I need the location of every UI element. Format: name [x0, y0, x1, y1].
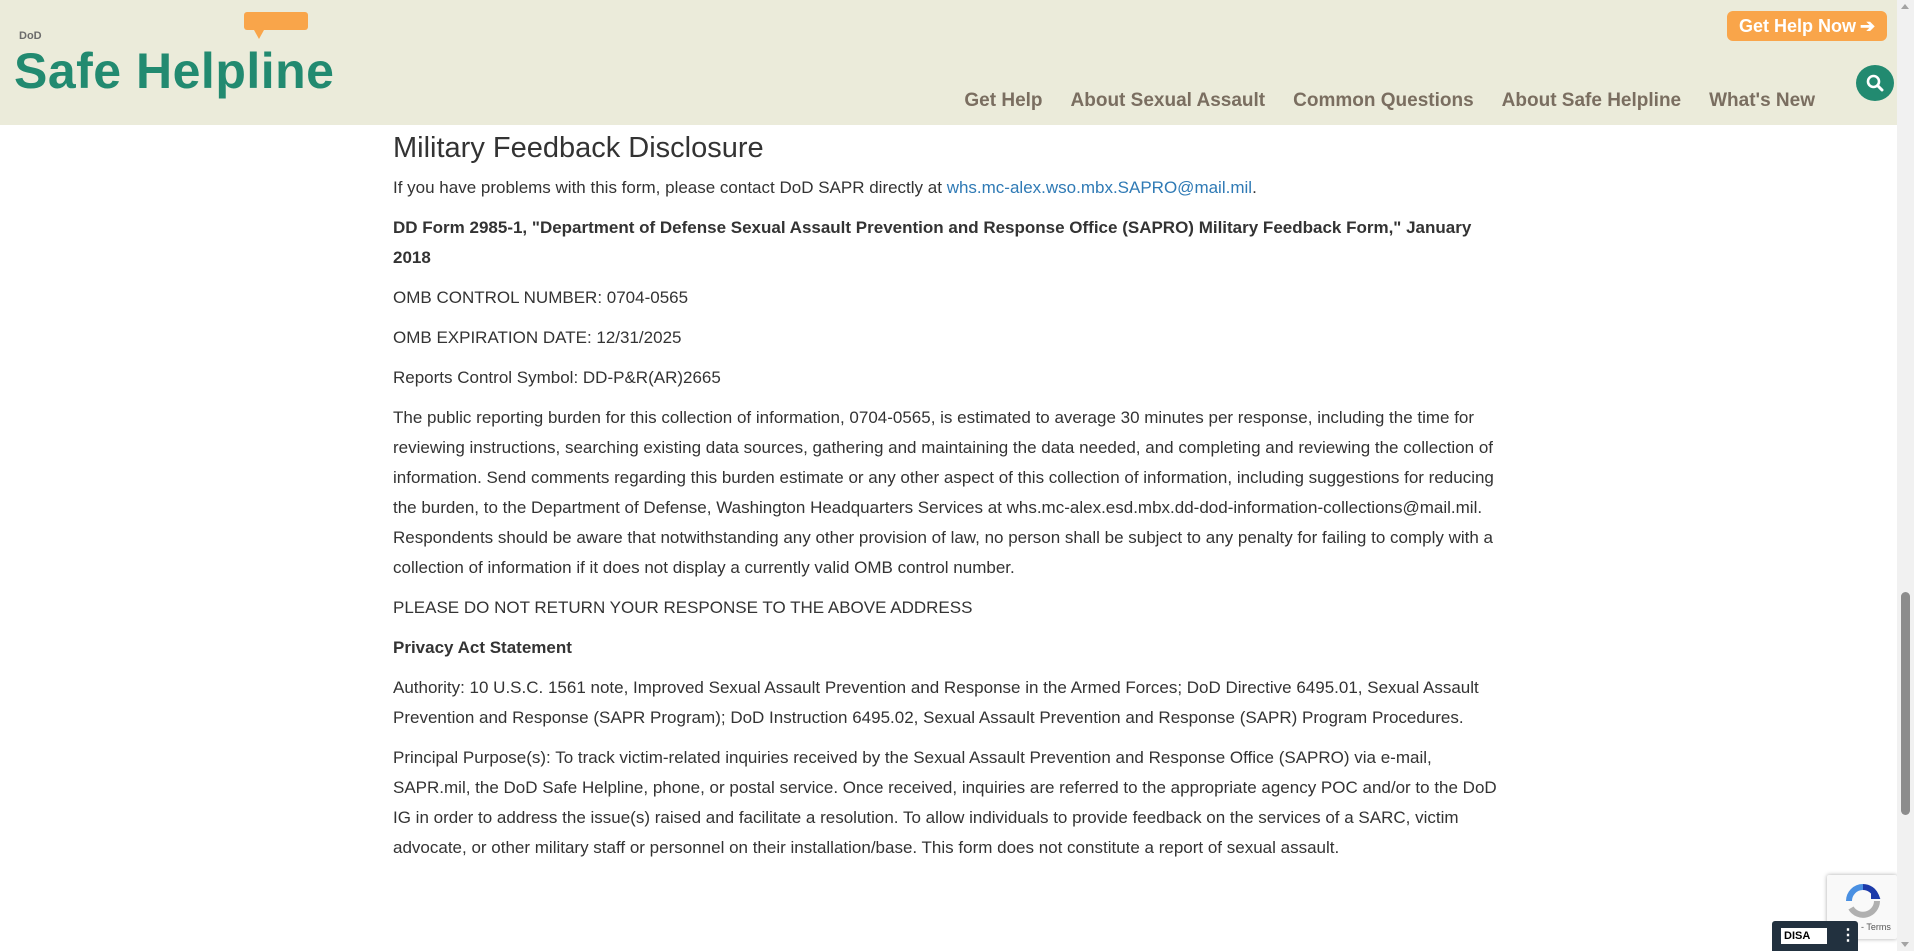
- scroll-down-icon[interactable]: [1901, 942, 1909, 947]
- scroll-up-icon[interactable]: [1901, 4, 1909, 9]
- search-icon: [1866, 74, 1884, 92]
- nav-common-questions[interactable]: Common Questions: [1293, 90, 1474, 111]
- nav-about-safe-helpline[interactable]: About Safe Helpline: [1501, 90, 1682, 111]
- privacy-heading-text: Privacy Act Statement: [393, 638, 572, 657]
- more-vertical-icon[interactable]: ⋮: [1840, 927, 1856, 944]
- do-not-return-notice: PLEASE DO NOT RETURN YOUR RESPONSE TO THE ABOVE ADDRESS: [393, 598, 973, 617]
- contact-end: .: [1252, 178, 1257, 197]
- burden-statement: The public reporting burden for this collection of information, 0704-0565, is estimated to average 30 minutes per response, including the time for reviewing instructions, searching existing data sources, gathering and maintaining the data needed, and completing and reviewing the collection of information. Send comments regarding this burden estimate or any other aspect of this collection of information, including suggestions for reducing the burden, to the Department of Defense, Washington Headquarters Services at whs.mc-alex.esd.mbx.dd-dod-information-collections@mail.mil. Respondents should be aware that notwithstanding any other provision of law, no person shall be subject to any penalty for failing to comply with a collection of information if it does not display a currently valid OMB control number.: [393, 408, 1494, 577]
- reports-control-symbol: Reports Control Symbol: DD-P&R(AR)2665: [393, 368, 721, 387]
- get-help-now-label: Get Help Now: [1738, 15, 1856, 36]
- omb-control-number: OMB CONTROL NUMBER: 0704-0565: [393, 288, 689, 307]
- safe-helpline-logo[interactable]: [14, 10, 335, 100]
- contact-paragraph: [393, 173, 1508, 203]
- site-header: [0, 0, 1897, 125]
- speech-bubble-icon: [244, 12, 308, 30]
- recaptcha-icon: [1845, 883, 1881, 919]
- principal-purpose: Principal Purpose(s): To track victim-related inquiries received by the Sexual Assault Prevention and Response Office (SAPRO) via e-mail, SAPR.mil, the DoD Safe Helpline, phone, or postal service. Once received, inquiries are referred to the appropriate agency POC and/or to the DoD IG in order to address the issue(s) raised and facilitate a resolution. To allow individuals to provide feedback on the services of a SARC, victim advocate, or other military staff or personnel on their installation/base. This form does not constitute a report of sexual assault.: [393, 748, 1497, 857]
- authority-label: Authority:: [393, 678, 465, 697]
- arrow-right-icon: ➔: [1859, 15, 1876, 36]
- nav-get-help[interactable]: Get Help: [964, 90, 1043, 111]
- main-content: [393, 125, 1508, 873]
- disa-logo: DISA: [1781, 928, 1827, 944]
- sapro-email-link[interactable]: whs.mc-alex.wso.mbx.SAPRO@mail.mil: [946, 178, 1253, 197]
- disa-widget[interactable]: [1772, 921, 1858, 951]
- nav-about-sexual-assault[interactable]: About Sexual Assault: [1070, 90, 1266, 111]
- page-scrollbar[interactable]: [1897, 0, 1914, 951]
- contact-text: If you have problems with this form, please contact DoD SAPR directly at: [393, 178, 947, 197]
- omb-expiration-date: OMB EXPIRATION DATE: 12/31/2025: [393, 328, 682, 347]
- privacy-heading: [393, 633, 1508, 663]
- recaptcha-terms-link[interactable]: - Terms: [1861, 922, 1891, 932]
- logo-name: Safe Helpline: [14, 43, 335, 99]
- authority-paragraph: [393, 673, 1508, 733]
- logo-prefix: DoD: [19, 30, 42, 42]
- form-title: [393, 213, 1508, 273]
- get-help-now-button[interactable]: [1727, 11, 1887, 41]
- form-title-text: DD Form 2985-1, "Department of Defense Sexual Assault Prevention and Response Office (SAPRO) Military Feedback Form," January 2018: [393, 218, 1472, 267]
- authority-text: 10 U.S.C. 1561 note, Improved Sexual Assault Prevention and Response in the Armed Forces; DoD Directive 6495.01, Sexual Assault Prevention and Response (SAPR Program); DoD Instruction 6495.02, Sexual Assault Prevention and Response (SAPR) Program Procedures.: [393, 678, 1479, 727]
- nav-whats-new[interactable]: What's New: [1709, 90, 1815, 111]
- search-button[interactable]: [1856, 65, 1894, 101]
- main-nav: [964, 86, 1815, 116]
- page-title: Military Feedback Disclosure: [393, 132, 764, 164]
- scrollbar-thumb[interactable]: [1901, 592, 1910, 815]
